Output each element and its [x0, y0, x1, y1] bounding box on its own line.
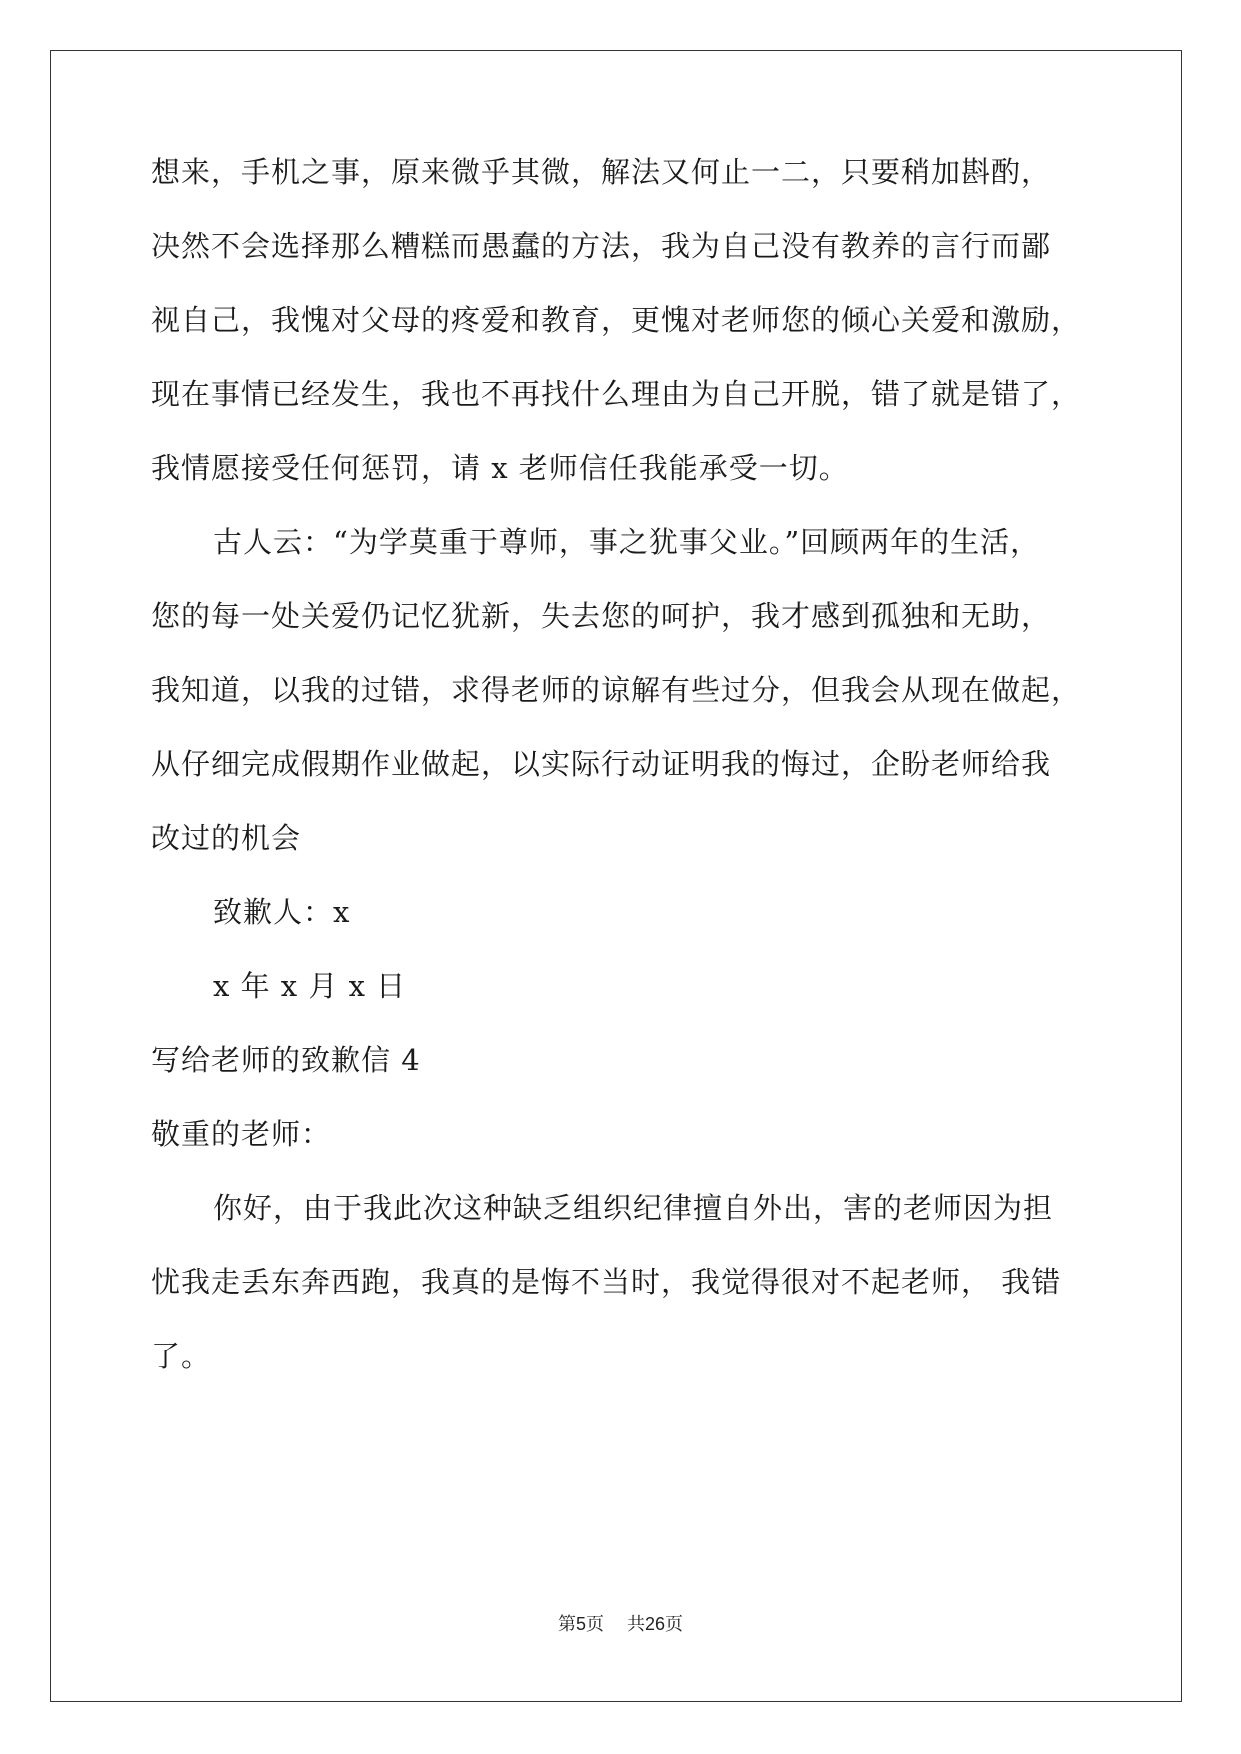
paragraph-1-line-2: 决然不会选择那么糟糕而愚蠢的方法，我为自己没有教养的言行而鄙 [151, 229, 1052, 263]
paragraph-3-line-2: 忧我走丢东奔西跑，我真的是悔不当时，我觉得很对不起老师， 我错 [151, 1265, 1062, 1299]
paragraph-2-line-5: 改过的机会 [151, 821, 302, 855]
paragraph-1-line-3: 视自己，我愧对父母的疼爱和教育，更愧对老师您的倾心关爱和激励， [151, 303, 1082, 337]
page-suffix: 页 [586, 1614, 605, 1635]
paragraph-1-line-5: 我情愿接受任何惩罚，请 x 老师信任我能承受一切。 [151, 451, 849, 485]
total-suffix: 页 [664, 1614, 683, 1635]
letter-title: 写给老师的致歉信 4 [151, 1043, 421, 1077]
paragraph-2-line-4: 从仔细完成假期作业做起，以实际行动证明我的悔过，企盼老师给我 [151, 747, 1052, 781]
paragraph-3-line-1: 你好，由于我此次这种缺乏组织纪律擅自外出，害的老师因为担 [213, 1191, 1054, 1225]
page-prefix: 第 [558, 1614, 577, 1635]
page-total: 26 [644, 1614, 665, 1634]
date: x 年 x 月 x 日 [213, 969, 407, 1003]
paragraph-1-line-4: 现在事情已经发生，我也不再找什么理由为自己开脱，错了就是错了， [151, 377, 1082, 411]
paragraph-2-line-1: 古人云：“为学莫重于尊师，事之犹事父业。”回顾两年的生活， [213, 525, 1041, 559]
paragraph-3-line-3: 了。 [151, 1339, 212, 1373]
signature: 致歉人：x [213, 895, 351, 929]
salutation: 敬重的老师： [151, 1117, 332, 1151]
page-current: 5 [576, 1614, 587, 1634]
page-footer [0, 1610, 1241, 1636]
paragraph-1-line-1: 想来，手机之事，原来微乎其微，解法又何止一二，只要稍加斟酌， [151, 155, 1052, 189]
total-prefix: 共 [626, 1614, 645, 1635]
page-border [50, 50, 1182, 1702]
paragraph-2-line-2: 您的每一处关爱仍记忆犹新，失去您的呵护，我才感到孤独和无助， [151, 599, 1052, 633]
paragraph-2-line-3: 我知道，以我的过错，求得老师的谅解有些过分，但我会从现在做起， [151, 673, 1082, 707]
